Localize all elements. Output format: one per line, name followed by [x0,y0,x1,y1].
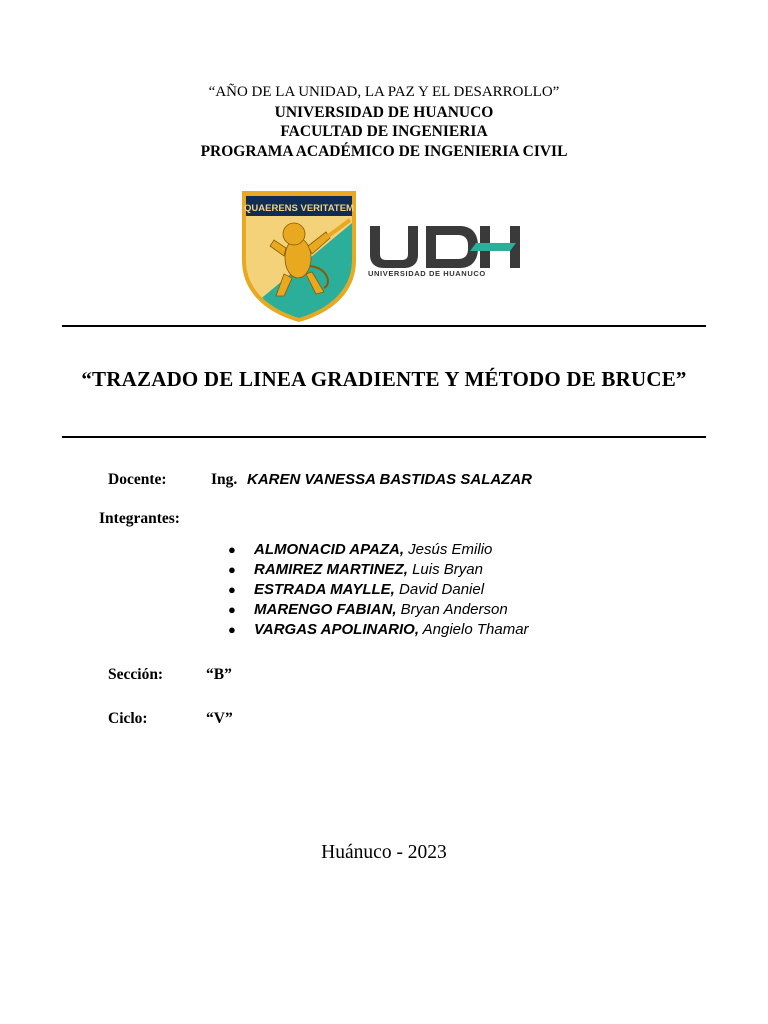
bullet-icon: ● [228,582,236,597]
udh-wordmark-subtitle: UNIVERSIDAD DE HUANUCO [368,269,486,278]
docente-name: KAREN VANESSA BASTIDAS SALAZAR [247,471,533,488]
member-given-name: Luis Bryan [412,561,483,578]
list-item [228,540,529,560]
bullet-icon: ● [228,602,236,617]
ciclo-label: Ciclo: [108,710,148,727]
program-name: PROGRAMA ACADÉMICO DE INGENIERIA CIVIL [200,143,568,160]
udh-logo [240,188,530,323]
list-item [228,600,529,620]
member-surname: RAMIREZ MARTINEZ, [254,561,408,578]
faculty-name: FACULTAD DE INGENIERIA [280,123,488,140]
list-item [228,580,529,600]
member-given-name: Bryan Anderson [400,601,508,618]
document-title: “TRAZADO DE LINEA GRADIENTE Y MÉTODO DE BRUCE” [81,367,687,391]
member-given-name: Jesús Emilio [408,541,493,558]
ciclo-value: “V” [206,710,233,727]
member-surname: MARENGO FABIAN, [254,601,397,618]
place-date: Huánuco - 2023 [321,842,447,863]
shield-motto-text: QUAERENS VERITATEM [244,203,354,214]
member-given-name: David Daniel [399,581,485,598]
docente-prefix: Ing. [211,471,238,488]
divider-bottom [62,436,706,438]
bullet-icon: ● [228,622,236,637]
member-given-name: Angielo Thamar [422,621,529,638]
seccion-label: Sección: [108,666,164,683]
member-surname: VARGAS APOLINARIO, [254,621,420,638]
bullet-icon: ● [228,562,236,577]
divider-top [62,325,706,327]
member-list [228,540,529,640]
integrantes-label: Integrantes: [99,510,180,527]
university-shield-icon [240,188,358,323]
udh-wordmark [368,222,528,268]
seccion-value: “B” [206,666,232,683]
docente-label: Docente: [108,471,167,488]
member-surname: ALMONACID APAZA, [254,541,404,558]
list-item [228,620,529,640]
list-item [228,560,529,580]
bullet-icon: ● [228,542,236,557]
university-name: UNIVERSIDAD DE HUANUCO [274,104,494,121]
member-surname: ESTRADA MAYLLE, [254,581,395,598]
motto-line: “AÑO DE LA UNIDAD, LA PAZ Y EL DESARROLLO” [208,84,560,100]
